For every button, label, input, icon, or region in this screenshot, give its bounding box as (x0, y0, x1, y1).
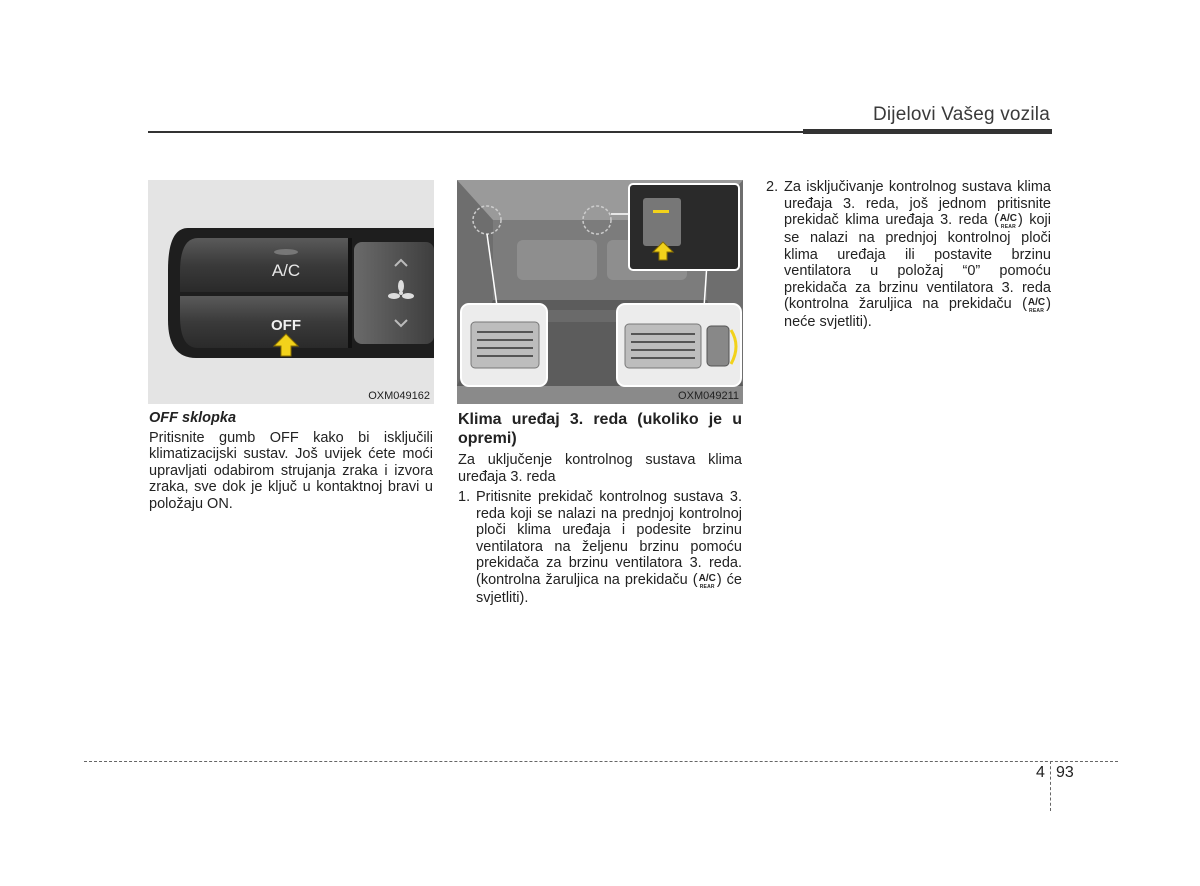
column-rear-off (766, 179, 1051, 331)
ac-label: A/C (271, 261, 301, 280)
section-caption: OFF sklopka (149, 410, 237, 426)
header-accent-bar (803, 129, 1052, 134)
ac-rear-icon: A/C REAR (698, 572, 716, 590)
ac-rear-icon: A/C REAR (999, 213, 1018, 230)
body-text: Pritisnite gumb OFF kako bi isključili klimatizacijski sustav. Još uvijek ćete moći upravljati odabirom strujanja zraka i izvora zraka, sve dok je ključ u kontaktnoj bravi u položaju ON. (149, 429, 433, 512)
column-off-switch (149, 410, 433, 512)
footer-rule (84, 761, 1118, 762)
off-label: OFF (271, 317, 301, 334)
list-item (766, 179, 1051, 331)
list-text: Pritisnite prekidač kontrolnog sustava 3. reda koji se nalazi na prednjoj kontrolnoj ploči klima uređaja i podesite brzinu ventilatora na željenu brzinu pomoću prekidača za brzinu ventilatora 3. reda. (kontrolna žaruljica na prekidaču ( A/C REAR ) će svjetliti). (476, 489, 742, 606)
page-header-title: Dijelovi Vašeg vozila (872, 104, 1050, 125)
page-number: 93 (1056, 764, 1074, 781)
ac-rear-icon: A/C REAR (1027, 297, 1046, 314)
section-heading: Klima uređaj 3. reda (ukoliko je u opremi) (458, 411, 742, 447)
figure-rear-climate (457, 180, 743, 404)
list-number: 2. (766, 179, 779, 195)
footer-divider (1050, 761, 1051, 811)
figure-code: OXM049162 (368, 390, 430, 402)
chapter-number: 4 (1036, 764, 1045, 781)
figure-ac-off-switch (148, 180, 434, 404)
ac-off-illustration (148, 180, 434, 404)
column-rear-climate (458, 410, 742, 606)
figure-code: OXM049211 (678, 390, 739, 402)
list-item (458, 489, 742, 606)
intro-text: Za uključenje kontrolnog sustava klima uređaja 3. reda (458, 452, 742, 485)
rear-climate-illustration (457, 180, 743, 404)
list-number: 1. (458, 489, 471, 505)
list-text: Za isključivanje kontrolnog sustava klima uređaja 3. reda, još jednom pritisnite prekidač klima uređaja 3. reda ( A/C REAR ) koji se nalazi na prednjoj kontrolnoj ploči klima uređaja ili postavite brzinu ventilatora u položaj “0” pomoću prekidača za brzinu ventilatora 3. reda (kontrolna žaruljica na prekidaču ( A/C REAR ) neće svjetliti). (784, 179, 1051, 330)
